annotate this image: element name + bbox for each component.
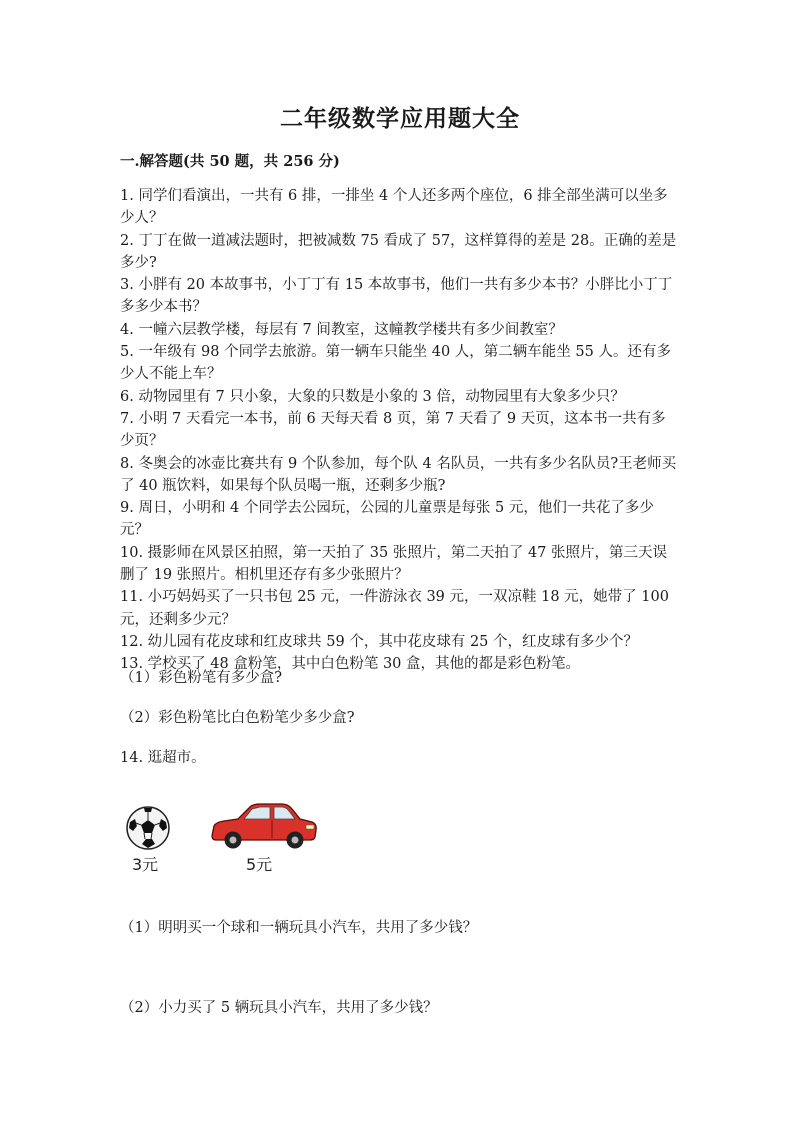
question-11: 11. 小巧妈妈买了一只书包 25 元，一件游泳衣 39 元，一双凉鞋 18 元，她带了 100 元，还剩多少元？ — [120, 589, 669, 628]
question-3: 3. 小胖有 20 本故事书，小丁丁有 15 本故事书，他们一共有多少本书？小胖比小丁丁多多少本书？ — [120, 277, 673, 316]
question-list — [120, 185, 680, 676]
question-14-part-2: （2）小力买了 5 辆玩具小汽车，共用了多少钱？ — [120, 1000, 438, 1016]
toy-car-icon — [208, 800, 320, 850]
question-8: 8. 冬奥会的冰壶比赛共有 9 个队参加，每个队 4 名队员，一共有多少名队员?王老师买了 40 瓶饮料，如果每个队员喝一瓶，还剩多少瓶? — [120, 455, 677, 494]
question-6: 6. 动物园里有 7 只小象，大象的只数是小象的 3 倍，动物园里有大象多少只？ — [120, 388, 625, 405]
question-4: 4. 一幢六层教学楼，每层有 7 间教室，这幢教学楼共有多少间教室？ — [120, 321, 563, 338]
soccer-ball-icon — [124, 804, 172, 852]
page-title: 二年级数学应用题大全 — [280, 105, 520, 132]
question-7: 7. 小明 7 天看完一本书，前 6 天每天看 8 页，第 7 天看了 9 天页，这本书一共有多少页？ — [120, 410, 666, 450]
question-10: 10. 摄影师在风景区拍照，第一天拍了 35 张照片，第二天拍了 47 张照片，第三天误删了 19 张照片。相机里还存有多少张照片？ — [120, 544, 668, 584]
question-13-part-1: （1）彩色粉笔有多少盒? — [120, 670, 282, 686]
question-12: 12. 幼儿园有花皮球和红皮球共 59 个，其中花皮球有 25 个，红皮球有多少个？ — [120, 633, 639, 650]
ball-price: 3元 — [132, 855, 159, 874]
question-5: 5. 一年级有 98 个同学去旅游。第一辆车只能坐 40 人，第二辆车能坐 55 人。还有多少人不能上车？ — [120, 344, 671, 383]
car-price: 5元 — [246, 855, 273, 874]
question-9: 9. 周日，小明和 4 个同学去公园玩，公园的儿童票是每张 5 元，他们一共花了多少元？ — [120, 500, 654, 539]
shopping-figure — [122, 796, 322, 876]
question-13-part-2: （2）彩色粉笔比白色粉笔少多少盒? — [120, 710, 355, 726]
question-14: 14. 逛超市。 — [120, 750, 206, 766]
question-14-part-1: （1）明明买一个球和一辆玩具小汽车，共用了多少钱？ — [120, 920, 478, 936]
question-2: 2. 丁丁在做一道减法题时，把被减数 75 看成了 57，这样算得的差是 28。正确的差是多少? — [120, 232, 677, 271]
question-1: 1. 同学们看演出，一共有 6 排，一排坐 4 个人还多两个座位，6 排全部坐满可以坐多少人？ — [120, 188, 668, 227]
question-13: 13. 学校买了 48 盒粉笔，其中白色粉笔 30 盒，其他的都是彩色粉笔。 — [120, 656, 581, 673]
section-heading: 一.解答题(共 50 题，共 256 分) — [120, 153, 340, 170]
